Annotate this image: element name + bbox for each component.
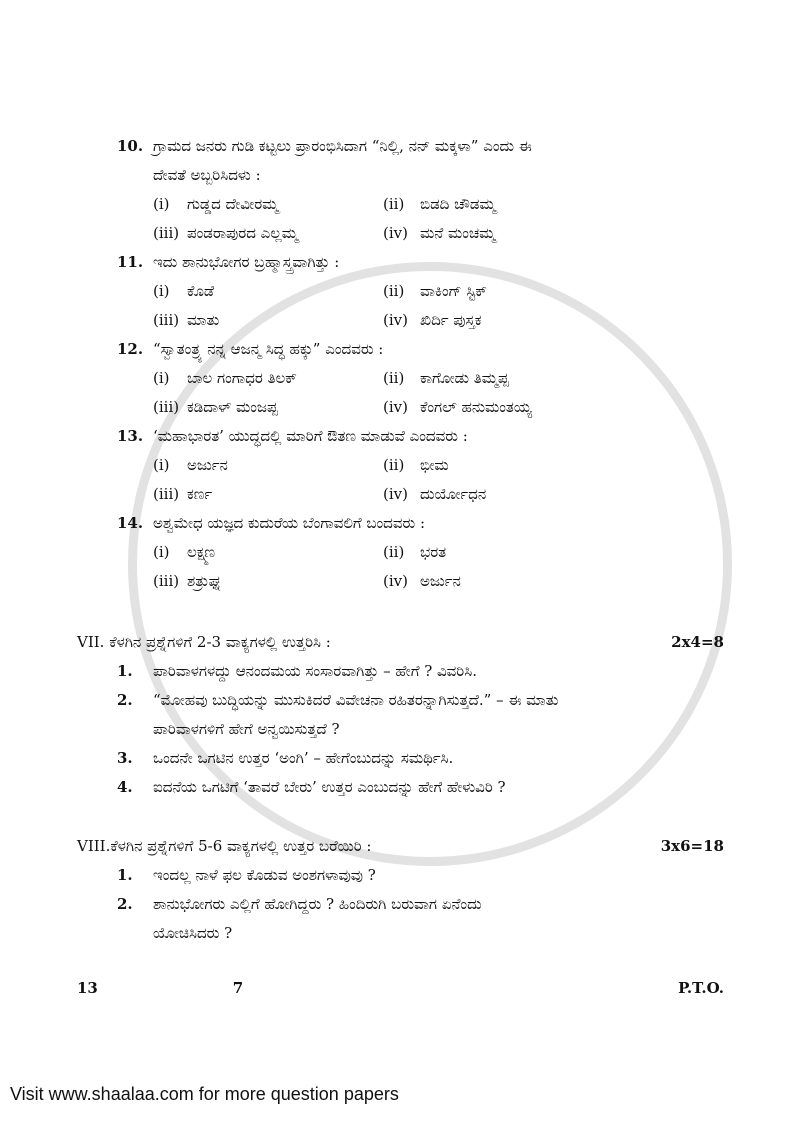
option-text: ಬಿಡದಿ ಚೌಡಮ್ಮ [420, 195, 496, 213]
option-text: ಕೆಂಗಲ್ ಹನುಮಂತಯ್ಯ [420, 398, 532, 416]
options-grid [153, 277, 724, 335]
question-number: 10. [117, 137, 144, 155]
option-label: (i) [153, 543, 170, 561]
option-text: ಕೊಡೆ [187, 282, 215, 300]
question-row [117, 422, 724, 451]
option-text: ಖಿರ್ದಿ ಪುಸ್ತಕ [420, 311, 482, 329]
question-row [117, 248, 724, 277]
question-block [117, 422, 724, 509]
visit-shaalaa-link[interactable]: Visit www.shaalaa.com for more question papers [10, 1084, 399, 1104]
question-number: 13. [117, 427, 144, 445]
question-text: ಗ್ರಾಮದ ಜನರು ಗುಡಿ ಕಟ್ಟಲು ಪ್ರಾರಂಭಿಸಿದಾಗ “ನಿಲ್ಲಿ, ನನ್ ಮಕ್ಕಳಾ” ಎಂದು ಈ [153, 137, 532, 155]
option-label: (ii) [383, 456, 405, 474]
option-label: (i) [153, 369, 170, 387]
option-label: (iii) [153, 398, 180, 416]
item-number: 3. [117, 749, 133, 767]
item-text: “ಮೋಹವು ಬುದ್ಧಿಯನ್ನು ಮುಸುಕಿದರೆ ವಿವೇಚನಾ ರಹಿತರನ್ನಾಗಿಸುತ್ತದೆ.” – ಈ ಮಾತು [153, 691, 559, 709]
question-block [117, 335, 724, 422]
option-label: (iii) [153, 311, 180, 329]
option-label: (iii) [153, 485, 180, 503]
option-text: ಅರ್ಜುನ [187, 456, 228, 474]
option-text: ಮಾತು [187, 311, 220, 329]
option-label: (iv) [383, 311, 408, 329]
option-label: (iv) [383, 485, 408, 503]
item-text: ಐದನೆಯ ಒಗಟಿಗೆ ‘ತಾವರೆ ಬೇರು’ ಉತ್ತರ ಎಂಬುದನ್ನು ಹೇಗೆ ಹೇಳುವಿರಿ ? [153, 778, 506, 796]
question-row [117, 509, 724, 538]
option-label: (ii) [383, 543, 405, 561]
item-text-cont: ಯೋಚಿಸಿದರು ? [153, 924, 233, 942]
question-block [117, 248, 724, 335]
question-body [153, 422, 724, 451]
option-text: ಕರ್ಣ [187, 485, 213, 503]
question-block [117, 509, 724, 596]
options-grid [153, 364, 724, 422]
item-text: ಶಾನುಭೋಗರು ಎಲ್ಲಿಗೆ ಹೋಗಿದ್ದರು ? ಹಿಂದಿರುಗಿ ಬರುವಾಗ ಏನೆಂದು [153, 895, 482, 913]
option-label: (iii) [153, 572, 180, 590]
question-body [153, 509, 724, 538]
section-heading: VII. ಕೆಳಗಿನ ಪ್ರಶ್ನೆಗಳಿಗೆ 2-3 ವಾಕ್ಯಗಳಲ್ಲಿ ಉತ್ತರಿಸಿ : [77, 633, 331, 651]
option-text: ಕಡಿದಾಳ್ ಮಂಜಪ್ಪ [187, 398, 278, 416]
option-text: ಭೀಮ [420, 456, 449, 474]
options-grid [153, 190, 724, 248]
question-text: “ಸ್ವಾತಂತ್ರ್ಯ ನನ್ನ ಆಜನ್ಮ ಸಿದ್ಧ ಹಕ್ಕು” ಎಂದವರು : [153, 340, 384, 358]
question-body [153, 132, 724, 190]
item-number: 2. [117, 691, 133, 709]
option-text: ಶತ್ರುಘ್ನ [187, 572, 222, 590]
option-label: (ii) [383, 369, 405, 387]
option-text: ದುರ್ಯೋಧನ [420, 485, 487, 503]
option-text: ಪಂಡರಾಪುರದ ಎಲ್ಲಮ್ಮ [187, 224, 299, 242]
option-text: ಲಕ್ಷ್ಮಣ [187, 543, 216, 561]
section-heading: VIII.ಕೆಳಗಿನ ಪ್ರಶ್ನೆಗಳಿಗೆ 5-6 ವಾಕ್ಯಗಳಲ್ಲಿ ಉತ್ತರ ಬರೆಯಿರಿ : [77, 837, 372, 855]
options-grid [153, 538, 724, 596]
section-marks: 3x6=18 [660, 837, 724, 855]
option-text: ಮನೆ ಮಂಚಮ್ಮ [420, 224, 496, 242]
option-label: (iv) [383, 572, 408, 590]
section-vii [77, 628, 724, 802]
item-number: 1. [117, 662, 133, 680]
item-number: 1. [117, 866, 133, 884]
question-row [117, 132, 724, 190]
item-text: ಇಂದಲ್ಲ ನಾಳೆ ಫಲ ಕೊಡುವ ಅಂಶಗಳಾವುವು ? [153, 866, 376, 884]
questions-list [77, 132, 724, 596]
option-label: (iii) [153, 224, 180, 242]
option-label: (i) [153, 282, 170, 300]
option-text: ಭರತ [420, 543, 447, 561]
question-block [117, 132, 724, 248]
question-text: ಅಶ್ವಮೇಧ ಯಜ್ಞದ ಕುದುರೆಯ ಬೆಂಗಾವಲಿಗೆ ಬಂದವರು : [153, 514, 426, 532]
option-label: (iv) [383, 398, 408, 416]
option-text: ವಾಕಿಂಗ್ ಸ್ಟಿಕ್ [420, 282, 487, 300]
option-label: (iv) [383, 224, 408, 242]
option-text: ಬಾಲ ಗಂಗಾಧರ ತಿಲಕ್ [187, 369, 297, 387]
question-body [153, 248, 724, 277]
option-label: (ii) [383, 195, 405, 213]
option-label: (i) [153, 456, 170, 474]
question-body [153, 335, 724, 364]
section-viii [77, 832, 724, 948]
item-number: 2. [117, 895, 133, 913]
options-grid [153, 451, 724, 509]
item-text-cont: ಪಾರಿವಾಳಗಳಿಗೆ ಹೇಗೆ ಅನ್ವಯಿಸುತ್ತದೆ ? [153, 720, 340, 738]
option-label: (i) [153, 195, 170, 213]
item-text: ಪಾರಿವಾಳಗಳದ್ದು ಆನಂದಮಯ ಸಂಸಾರವಾಗಿತ್ತು – ಹೇಗೆ ? ವಿವರಿಸಿ. [153, 662, 477, 680]
page-footer [77, 974, 724, 1003]
question-number: 12. [117, 340, 144, 358]
option-text: ಗುಡ್ಡದ ದೇವೀರಮ್ಮ [187, 195, 279, 213]
footer-code: 13 [77, 979, 98, 997]
section-marks: 2x4=8 [671, 633, 724, 651]
page-number: 7 [232, 979, 244, 997]
question-text: ‘ಮಹಾಭಾರತ’ ಯುದ್ಧದಲ್ಲಿ ಮಾರಿಗೆ ಔತಣ ಮಾಡುವೆ ಎಂದವರು : [153, 427, 468, 445]
question-number: 14. [117, 514, 144, 532]
option-label: (ii) [383, 282, 405, 300]
question-text-cont: ದೇವತೆ ಅಬ್ಬರಿಸಿದಳು : [153, 166, 261, 184]
pto-label: P.T.O. [678, 979, 724, 997]
item-number: 4. [117, 778, 133, 796]
option-text: ಅರ್ಜುನ [420, 572, 461, 590]
item-text: ಒಂದನೇ ಒಗಟಿನ ಉತ್ತರ ‘ಅಂಗಿ’ – ಹೇಗೆಂಬುದನ್ನು ಸಮರ್ಥಿಸಿ. [153, 749, 454, 767]
question-number: 11. [117, 253, 144, 271]
question-text: ಇದು ಶಾನುಭೋಗರ ಬ್ರಹ್ಮಾಸ್ತ್ರವಾಗಿತ್ತು : [153, 253, 340, 271]
option-text: ಕಾಗೋಡು ತಿಮ್ಮಪ್ಪ [420, 369, 509, 387]
question-row [117, 335, 724, 364]
